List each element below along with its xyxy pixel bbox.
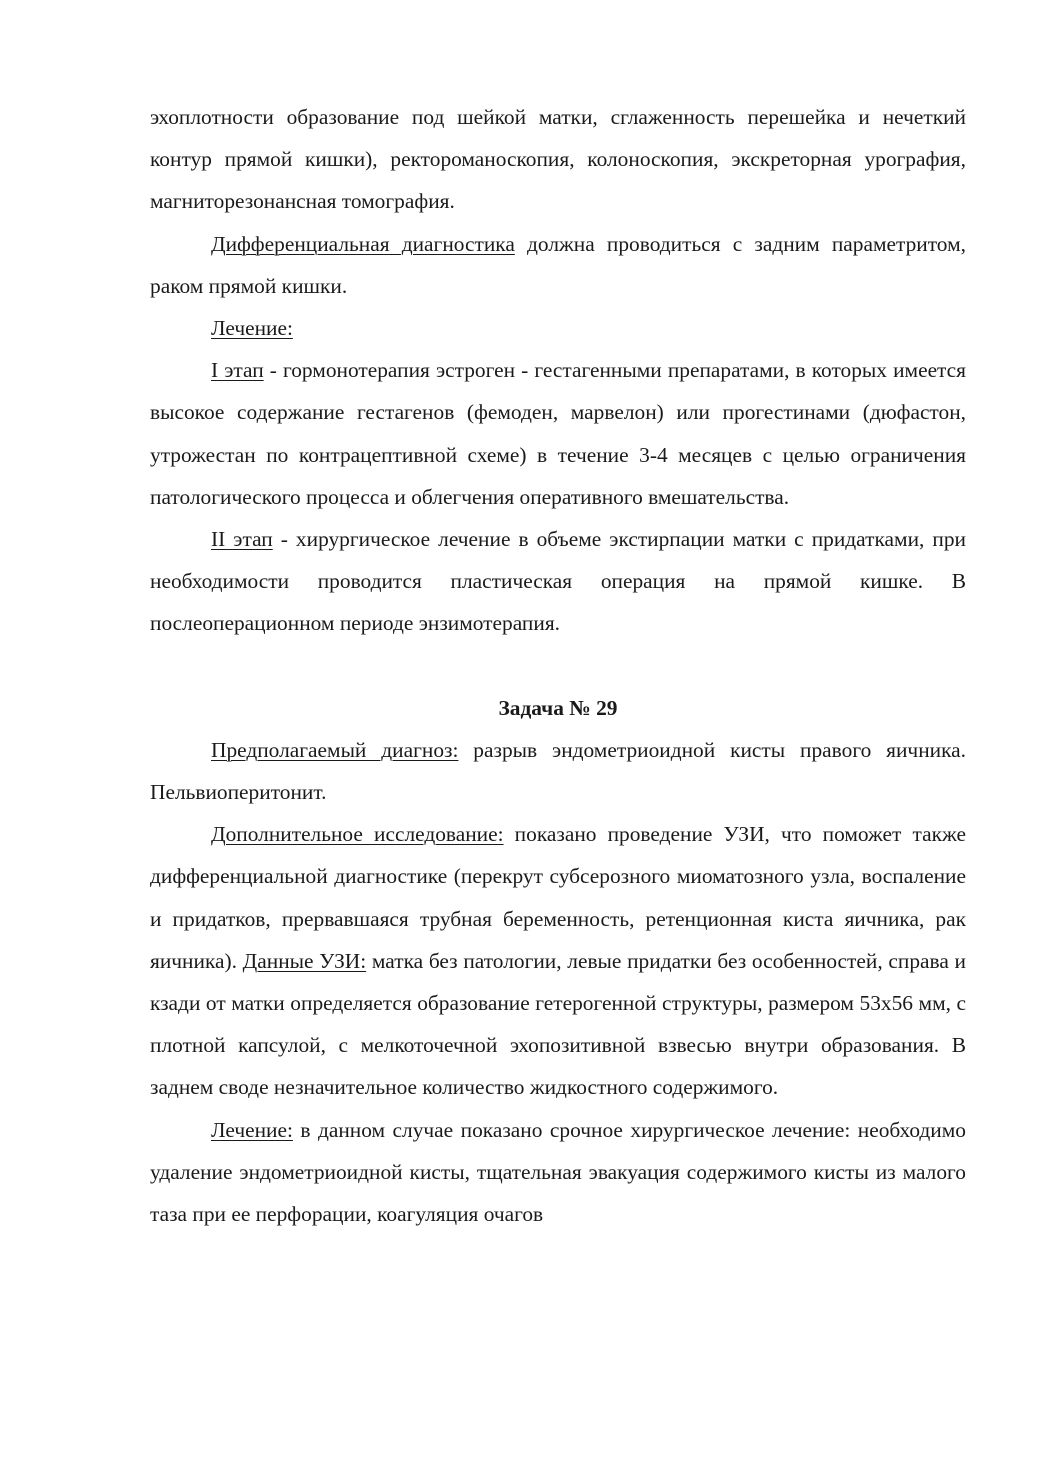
paragraph-diagnosis <box>150 729 966 813</box>
paragraph-text: в данном случае показано срочное хирургическое лечение: необходимо удаление эндометриоидной кисты, тщательная эвакуация содержимого кисты из малого таза при ее перфорации, коагуляция очагов <box>150 1117 966 1227</box>
paragraph-text: показано проведение УЗИ, что поможет также дифференциальной диагностике (перекрут субсерозного миоматозного узла, воспаление и придатков, прервавшаяся трубная беременность, ретенционная киста яичника, рак яичника). <box>150 822 967 973</box>
page-content <box>150 96 966 1235</box>
paragraph-text: должна проводиться с задним параметритом, раком прямой кишки. <box>150 231 966 298</box>
paragraph-label: Предполагаемый диагноз: <box>211 737 459 762</box>
paragraph-text-ultrasound: матка без патологии, левые придатки без особенностей, справа и кзади от матки определяется образование гетерогенной структуры, размером 53х56 мм, с плотной капсулой, с мелкоточечной эхопозитивной взвесью внутри образования. В заднем своде незначительное количество жидкостного содержимого. <box>150 948 966 1100</box>
paragraph-examination-methods <box>150 96 966 223</box>
paragraph-label-ultrasound: Данные УЗИ: <box>242 948 367 973</box>
paragraph-text: эхоплотности образование под шейкой матки, сглаженность перешейка и нечеткий контур прямой кишки), ректороманоскопия, колоноскопия, экскреторная урография, магниторезонансная томография. <box>150 105 966 214</box>
section-spacer <box>150 645 966 687</box>
paragraph-text: - гормонотерапия эстроген - гестагенными препаратами, в которых имеется высокое содержание гестагенов (фемоден, марвелон) или прогестинами (дюфастон, утрожестан по контрацептивной схеме) в течение 3-4 месяцев с целью ограничения патологического процесса и облегчения оперативного вмешательства. <box>150 358 967 509</box>
paragraph-label: I этап <box>211 358 264 383</box>
paragraph-additional-study <box>150 813 966 1108</box>
paragraph-label: Дифференциальная диагностика <box>211 231 515 256</box>
paragraph-label: II этап <box>211 527 273 552</box>
paragraph-text: разрыв эндометриоидной кисты правого яичника. Пельвиоперитонит. <box>150 737 966 805</box>
paragraph-differential-diagnosis <box>150 223 966 307</box>
paragraph-treatment-heading <box>150 307 966 349</box>
paragraph-label: Дополнительное исследование: <box>211 822 504 847</box>
paragraph-text: - хирургическое лечение в объеме экстирпации матки с придатками, при необходимости проводится пластическая операция на прямой кишке. В послеоперационном периоде энзимотерапия. <box>150 527 966 636</box>
paragraph-label: Лечение: <box>211 1117 293 1142</box>
paragraph-stage-two <box>150 518 966 645</box>
task-title: Задача № 29 <box>498 695 618 720</box>
paragraph-label: Лечение: <box>211 316 293 341</box>
paragraph-stage-one <box>150 349 966 518</box>
paragraph-treatment <box>150 1109 966 1236</box>
